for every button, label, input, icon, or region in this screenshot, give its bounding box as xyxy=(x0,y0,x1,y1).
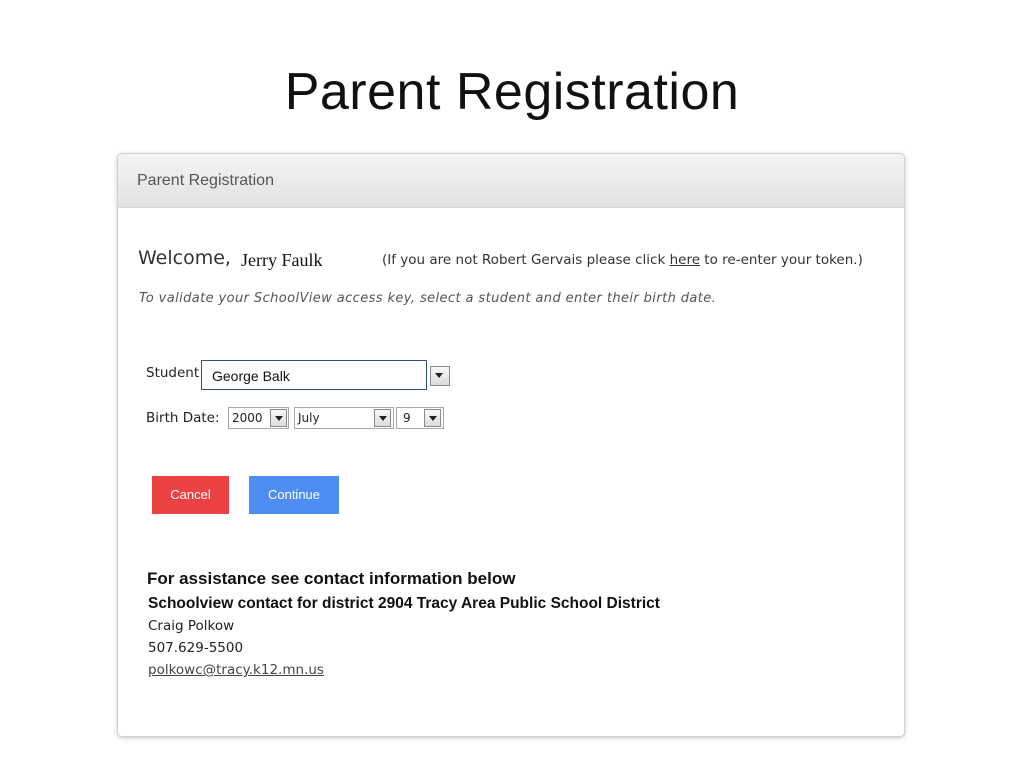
student-dropdown-arrow-icon[interactable] xyxy=(430,366,450,386)
assistance-heading: For assistance see contact information below xyxy=(147,569,516,588)
birth-day-value: 9 xyxy=(403,411,411,425)
birth-month-value: July xyxy=(298,411,320,425)
registration-panel xyxy=(117,153,905,737)
student-label: Student xyxy=(146,365,200,381)
student-select-value: George Balk xyxy=(212,368,290,384)
birth-year-dropdown-icon xyxy=(270,409,287,427)
reenter-token-link[interactable]: here xyxy=(669,252,701,268)
district-contact-line: Schoolview contact for district 2904 Tracy Area Public School District xyxy=(148,595,660,612)
student-select[interactable] xyxy=(201,360,427,390)
birth-day-select[interactable] xyxy=(396,407,444,429)
contact-email-link[interactable]: polkowc@tracy.k12.mn.us xyxy=(148,662,324,678)
birth-year-select[interactable] xyxy=(228,407,289,429)
cancel-button[interactable]: Cancel xyxy=(152,476,229,514)
panel-header-title: Parent Registration xyxy=(137,172,274,189)
not-user-message xyxy=(382,252,863,268)
birth-day-dropdown-icon xyxy=(424,409,441,427)
birth-month-select[interactable] xyxy=(294,407,394,429)
user-name: Jerry Faulk xyxy=(241,250,323,270)
continue-button[interactable]: Continue xyxy=(249,476,339,514)
birth-date-label: Birth Date: xyxy=(146,410,220,426)
birth-year-value: 2000 xyxy=(232,411,263,425)
panel-header xyxy=(118,154,904,208)
instructions-text: To validate your SchoolView access key, select a student and enter their birth date. xyxy=(139,291,717,306)
contact-phone: 507.629-5500 xyxy=(148,640,244,656)
slide-title: Parent Registration xyxy=(284,63,740,121)
birth-month-dropdown-icon xyxy=(374,409,391,427)
not-user-prefix: (If you are not Robert Gervais please click xyxy=(382,252,670,268)
contact-name: Craig Polkow xyxy=(148,618,235,634)
not-user-suffix: to re-enter your token.) xyxy=(700,252,863,268)
welcome-label: Welcome, xyxy=(138,247,231,269)
